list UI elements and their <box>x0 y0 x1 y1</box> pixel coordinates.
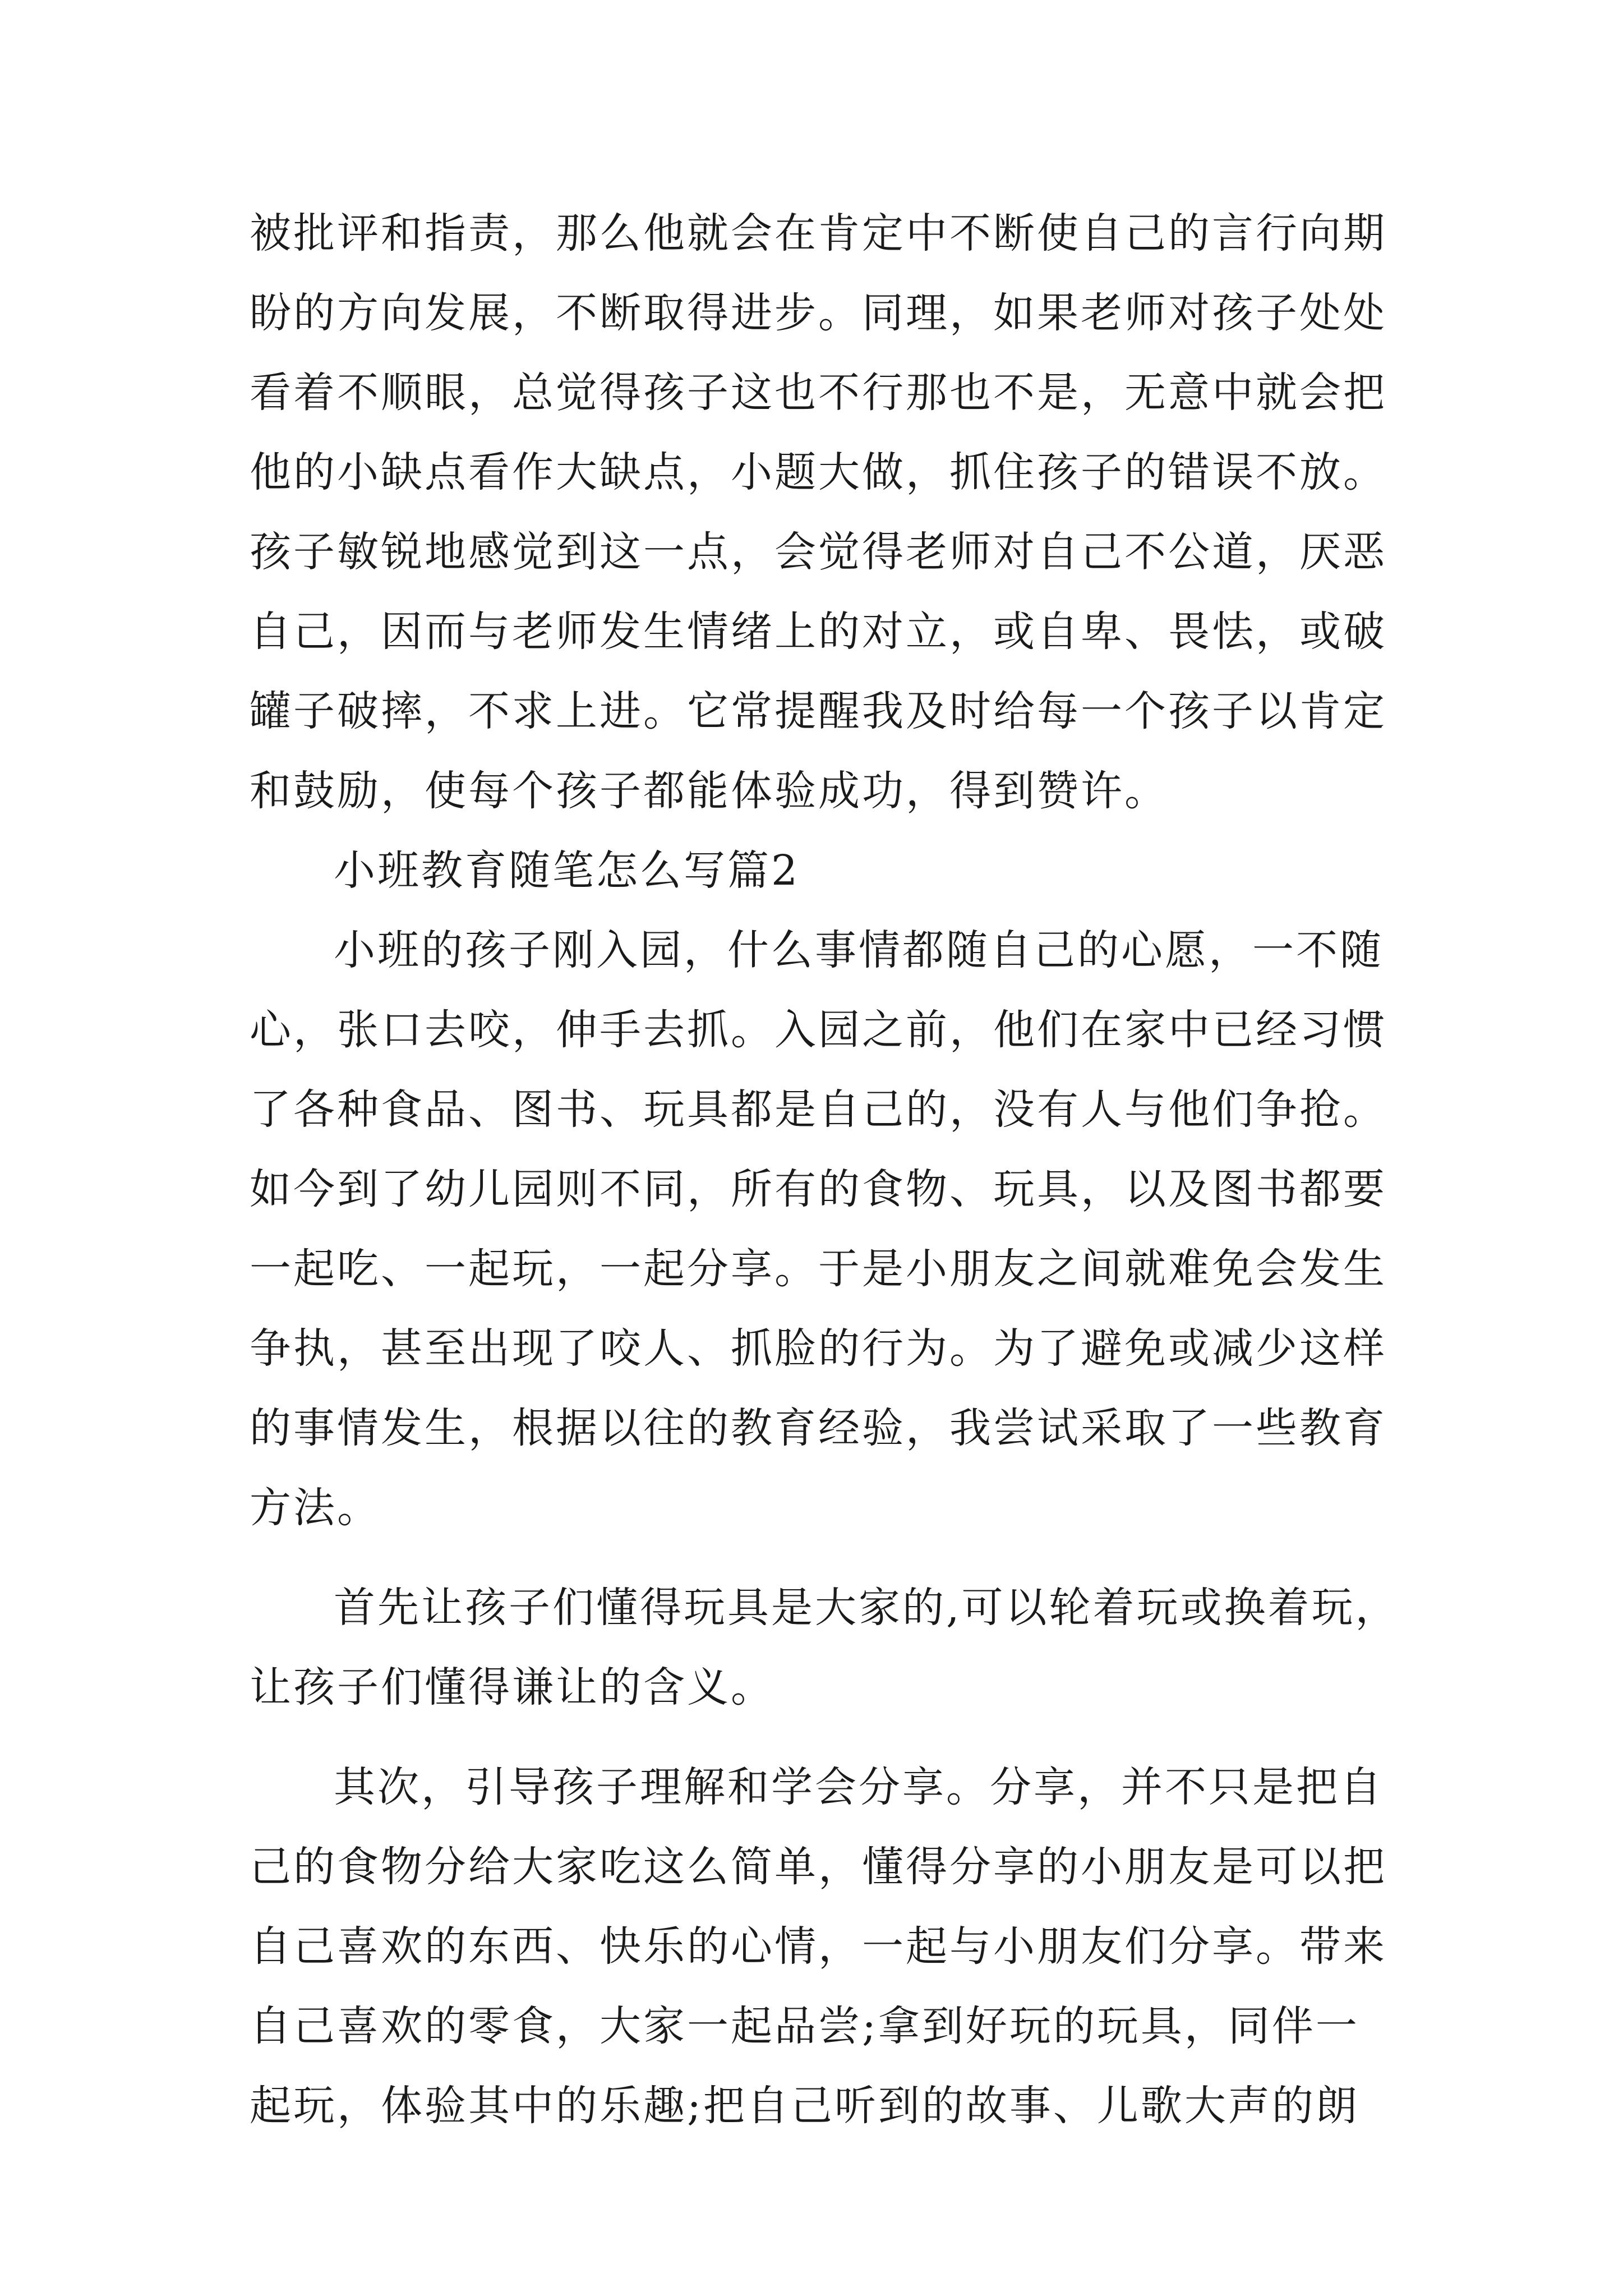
text-line: 首先让孩子们懂得玩具是大家的,可以轮着玩或换着玩， <box>334 1584 1399 1632</box>
text-line: 心，张口去咬，伸手去抓。入园之前，他们在家中已经习惯 <box>250 1006 1387 1054</box>
text-line: 和鼓励，使每个孩子都能体验成功，得到赞许。 <box>250 767 1168 815</box>
text-line: 方法。 <box>250 1484 381 1532</box>
text-line: 看着不顺眼，总觉得孩子这也不行那也不是，无意中就会把 <box>250 369 1387 417</box>
paragraph-4 <box>250 1747 1388 2146</box>
text-line: 被批评和指责，那么他就会在肯定中不断使自己的言行向期 <box>250 209 1387 257</box>
text-line: 自己喜欢的东西、快乐的心情，一起与小朋友们分享。带来 <box>250 1922 1387 1971</box>
text-line: 其次，引导孩子理解和学会分享。分享，并不只是把自 <box>334 1763 1384 1811</box>
text-line: 自己，因而与老师发生情绪上的对立，或自卑、畏怯，或破 <box>250 608 1387 656</box>
text-line: 如今到了幼儿园则不同，所有的食物、玩具，以及图书都要 <box>250 1165 1387 1213</box>
text-line: 罐子破摔，不求上进。它常提醒我及时给每一个孩子以肯定 <box>250 687 1387 735</box>
paragraph-1 <box>250 194 1388 831</box>
paragraph-2 <box>250 910 1388 1548</box>
text-line: 己的食物分给大家吃这么简单，懂得分享的小朋友是可以把 <box>250 1843 1387 1891</box>
text-line: 的事情发生，根据以往的教育经验，我尝试采取了一些教育 <box>250 1404 1387 1452</box>
text-line: 了各种食品、图书、玩具都是自己的，没有人与他们争抢。 <box>250 1085 1387 1134</box>
paragraph-3 <box>250 1568 1399 1727</box>
text-line: 起玩，体验其中的乐趣;把自己听到的故事、儿歌大声的朗 <box>250 2082 1359 2130</box>
text-line: 盼的方向发展，不断取得进步。同理，如果老师对孩子处处 <box>250 289 1387 337</box>
text-line: 争执，甚至出现了咬人、抓脸的行为。为了避免或减少这样 <box>250 1324 1387 1373</box>
text-line: 让孩子们懂得谦让的含义。 <box>250 1663 774 1711</box>
section-heading: 小班教育随笔怎么写篇2 <box>334 846 800 895</box>
text-line: 自己喜欢的零食，大家一起品尝;拿到好玩的玩具，同伴一 <box>250 2002 1359 2050</box>
text-line: 一起吃、一起玩，一起分享。于是小朋友之间就难免会发生 <box>250 1245 1387 1293</box>
text-line: 他的小缺点看作大缺点，小题大做，抓住孩子的错误不放。 <box>250 448 1387 496</box>
text-line: 小班的孩子刚入园，什么事情都随自己的心愿，一不随 <box>334 926 1384 974</box>
document-body <box>250 194 1399 2146</box>
text-line: 孩子敏锐地感觉到这一点，会觉得老师对自己不公道，厌恶 <box>250 528 1387 576</box>
